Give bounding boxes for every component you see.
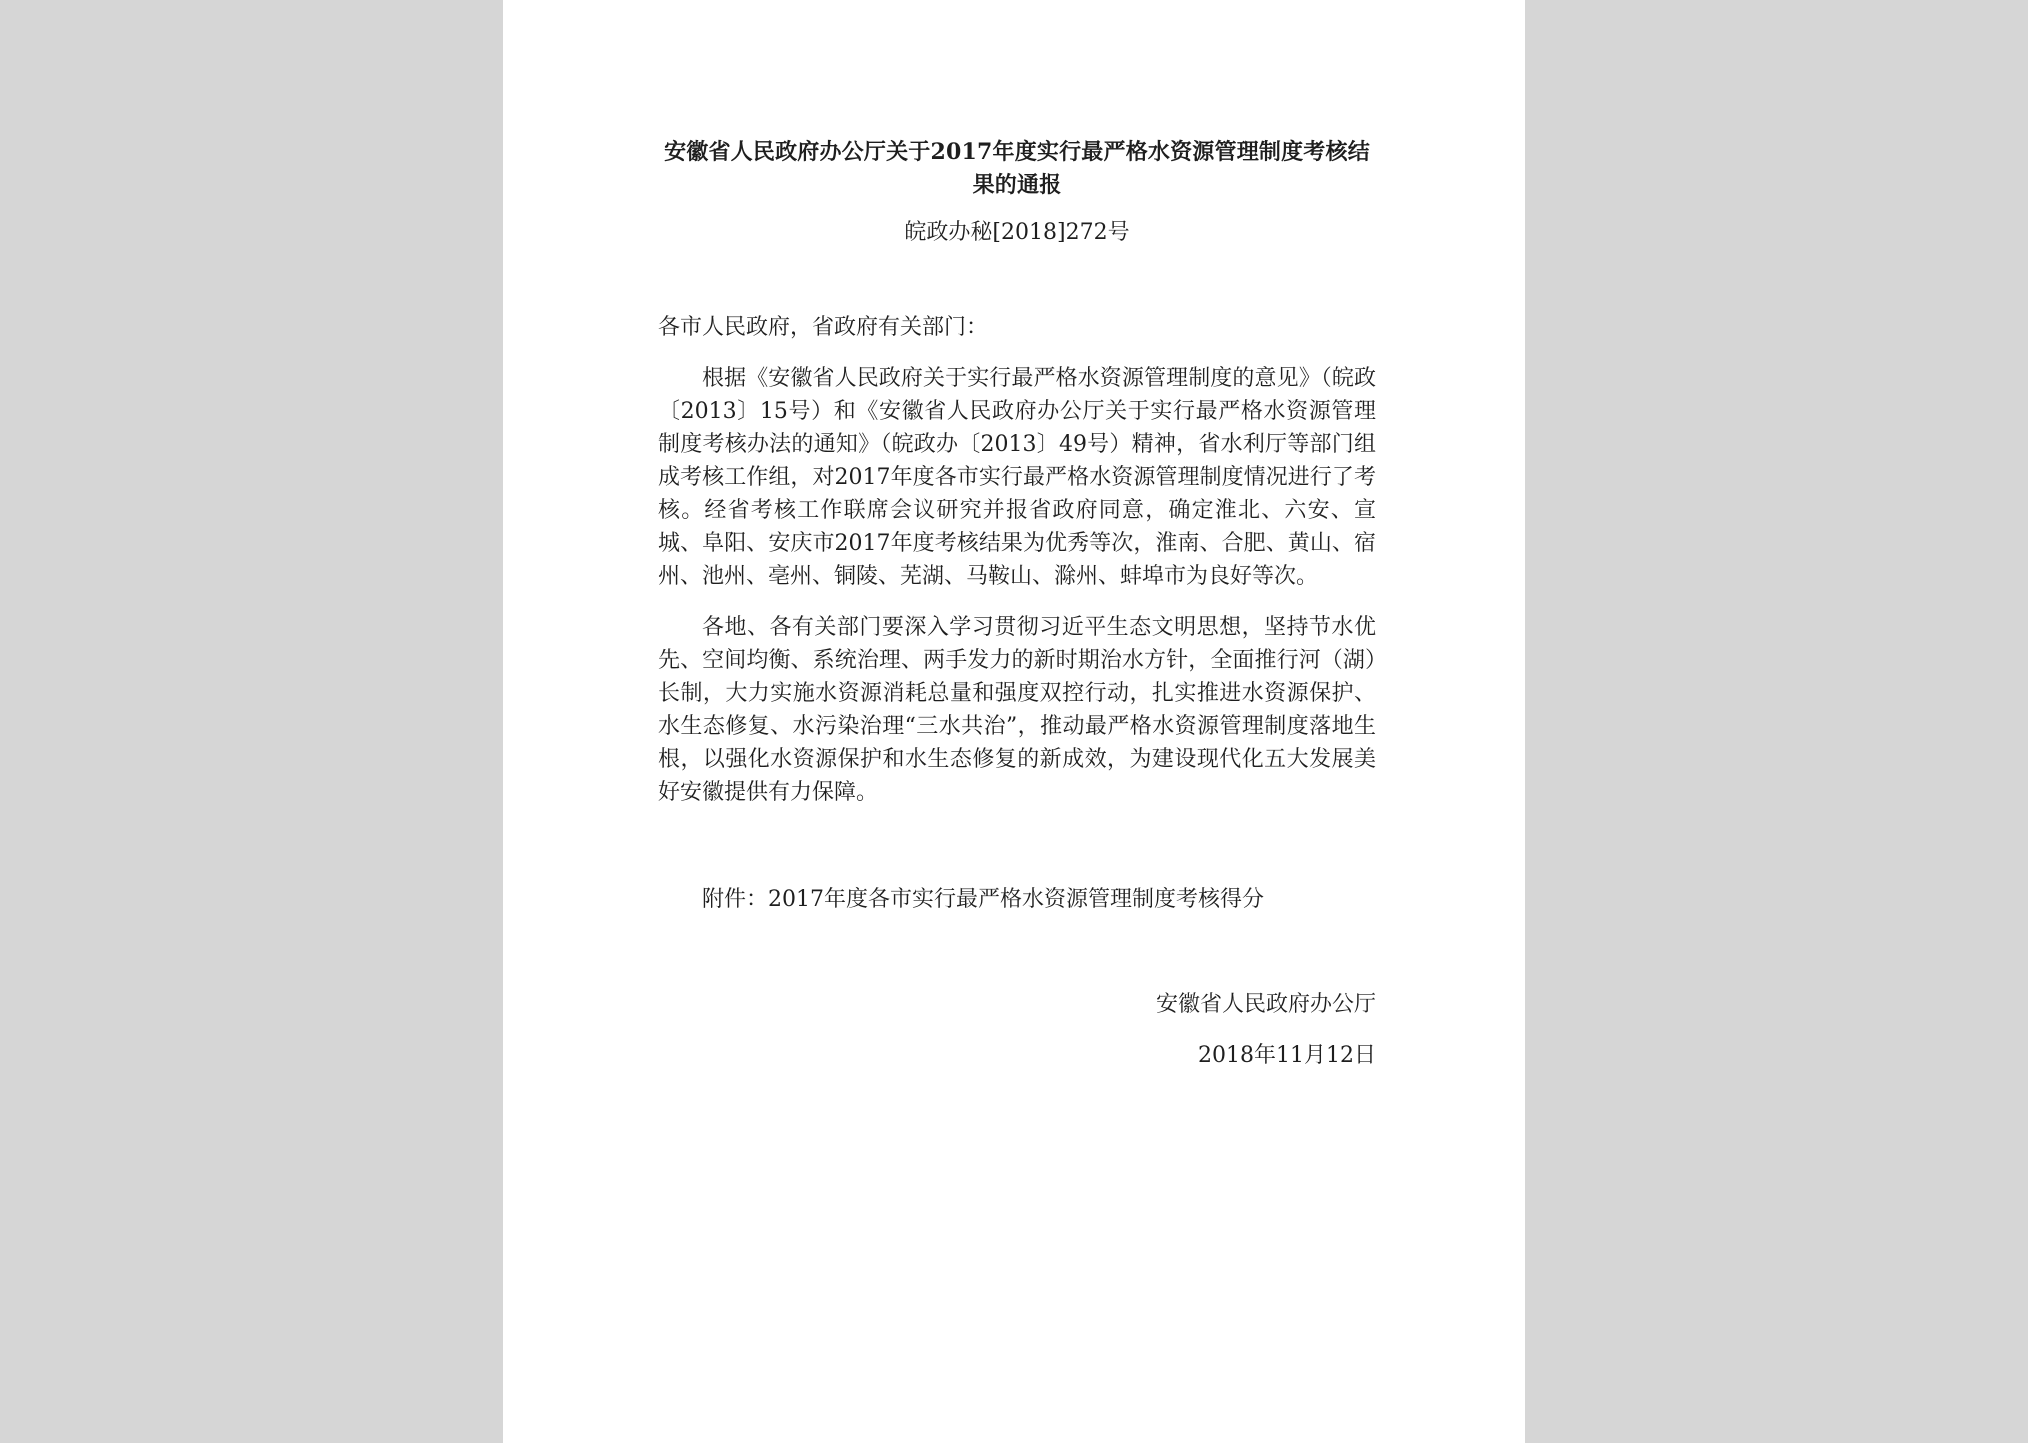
salutation: 各市人民政府，省政府有关部门：	[658, 315, 989, 340]
document-page	[503, 0, 1525, 1443]
body-paragraph-2: 各地、各有关部门要深入学习贯彻习近平生态文明思想，坚持节水优先、空间均衡、系统治理、两手发力的新时期治水方针，全面推行河（湖）长制，大力实施水资源消耗总量和强度双控行动，扎实推进水资源保护、水生态修复、水污染治理“三水共治”，推动最严格水资源管理制度落地生根，以强化水资源保护和水生态修复的新成效，为建设现代化五大发展美好安徽提供有力保障。	[658, 615, 1376, 805]
issuing-office: 安徽省人民政府办公厅	[1155, 992, 1376, 1017]
document-title: 安徽省人民政府办公厅关于2017年度实行最严格水资源管理制度考核结果的通报	[664, 139, 1370, 198]
issue-date: 2018年11月12日	[1198, 1043, 1376, 1068]
attachment-line: 附件：2017年度各市实行最严格水资源管理制度考核得分	[702, 887, 1264, 912]
document-body	[658, 136, 1376, 1072]
body-paragraph-1: 根据《安徽省人民政府关于实行最严格水资源管理制度的意见》（皖政〔2013〕15号）和《安徽省人民政府办公厅关于实行最严格水资源管理制度考核办法的通知》（皖政办〔2013〕49号）精神，省水利厅等部门组成考核工作组，对2017年度各市实行最严格水资源管理制度情况进行了考核。经省考核工作联席会议研究并报省政府同意，确定淮北、六安、宣城、阜阳、安庆市2017年度考核结果为优秀等次，淮南、合肥、黄山、宿州、池州、亳州、铜陵、芜湖、马鞍山、滁州、蚌埠市为良好等次。	[658, 366, 1376, 589]
document-number: 皖政办秘[2018]272号	[904, 220, 1130, 245]
